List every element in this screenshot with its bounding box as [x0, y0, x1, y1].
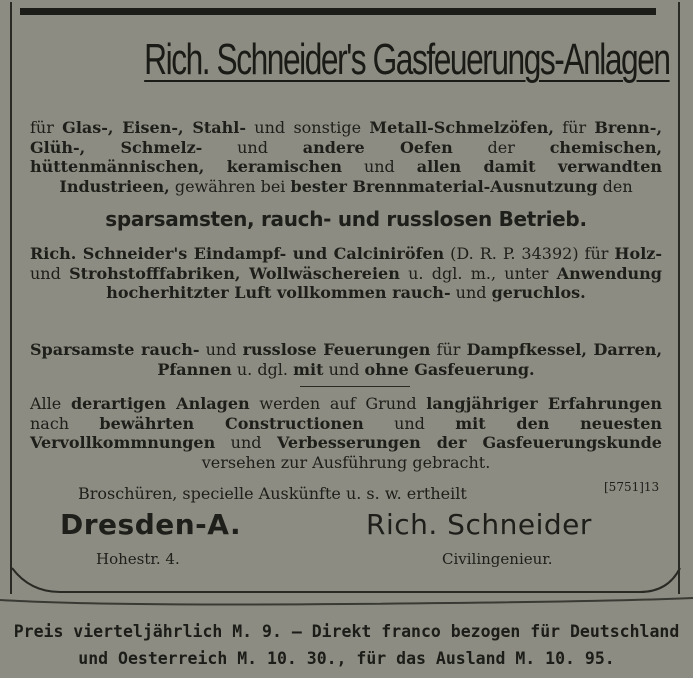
reference-number: [5751]13: [604, 480, 660, 494]
text-run: und: [450, 283, 492, 302]
text-run: und: [323, 359, 365, 379]
text-run: für: [430, 340, 467, 359]
text-run: werden auf Grund: [249, 394, 427, 413]
text-run: chemischen, hüttenmännischen, keramischen: [30, 137, 663, 176]
text-run: und: [30, 263, 70, 283]
text-run: bester Brennmaterial-Ausnutzung: [290, 176, 598, 196]
text-run: mit: [293, 359, 324, 379]
price-notice: [0, 618, 693, 672]
text-run: ohne Gasfeuerung.: [364, 359, 535, 379]
text-run: Sparsamste rauch-: [30, 340, 200, 359]
paragraph-calcinir: [30, 244, 662, 303]
company-name: Rich. Schneider: [366, 508, 592, 541]
text-run: u. dgl.: [231, 359, 294, 379]
text-run: langjähriger Erfahrungen: [426, 394, 663, 413]
paragraph-steam: [30, 340, 662, 379]
text-run: Alle: [30, 394, 71, 413]
text-run: Brenn-, Glüh-, Schmelz-: [30, 118, 663, 157]
text-run: andere Oefen: [302, 137, 453, 157]
city: Dresden-A.: [60, 508, 242, 541]
text-run: mit den neuesten Vervollkommnungen: [30, 413, 662, 452]
ad-title: Rich. Schneider's Gasfeuerungs-Anlagen: [144, 35, 670, 84]
text-run: Metall-Schmelzöfen,: [369, 118, 554, 137]
text-run: für: [553, 118, 595, 137]
text-run: und: [202, 137, 303, 157]
text-run: gewähren bei: [169, 176, 291, 196]
title-block: [42, 28, 670, 92]
text-run: nach: [30, 413, 100, 433]
street-address: Hohestr. 4.: [96, 550, 180, 568]
text-run: Glas-, Eisen-, Stahl-: [62, 118, 247, 137]
top-rule: [20, 8, 656, 15]
paragraph-construction: [30, 394, 662, 472]
text-run: Anwendung hocherhitzter Luft vollkommen rauch-: [106, 263, 662, 302]
text-run: und: [199, 340, 243, 359]
text-run: Dampfkessel, Darren, Pfannen: [157, 340, 663, 379]
text-run: bewährten Constructionen: [99, 413, 364, 433]
text-run: für: [30, 118, 63, 137]
text-run: (D. R. P. 34392) für: [444, 244, 615, 263]
text-run: und: [341, 157, 417, 176]
frame-bottom-curve: [0, 540, 693, 610]
text-run: Strohstofffabriken, Wollwäschereien: [69, 263, 400, 283]
text-run: und: [363, 413, 456, 433]
separator: [300, 386, 410, 387]
price-line-2: und Oesterreich M. 10. 30., für das Ausland M. 10. 95.: [78, 649, 615, 668]
price-line-1: Preis vierteljährlich M. 9. — Direkt franco bezogen für Deutschland: [13, 622, 680, 641]
text-run: der: [452, 137, 550, 157]
text-run: Rich. Schneider's Eindampf- und Calciniröfen: [30, 244, 445, 263]
text-run: derartigen Anlagen: [70, 394, 250, 413]
text-run: den: [597, 176, 633, 196]
paragraph-furnaces: [30, 118, 662, 196]
headline: sparsamsten, rauch- und russlosen Betrieb.: [105, 207, 587, 231]
text-run: russlose Feuerungen: [242, 340, 431, 359]
text-run: Holz-: [614, 244, 662, 263]
profession: Civilingenieur.: [442, 550, 553, 568]
text-run: geruchlos.: [491, 283, 586, 302]
text-run: u. dgl. m., unter: [399, 263, 557, 283]
brochure-line: Broschüren, specielle Auskünfte u. s. w. ertheilt: [78, 484, 467, 503]
text-run: und sonstige: [246, 118, 370, 137]
text-run: und: [215, 433, 277, 452]
text-run: Verbesserungen der Gasfeuerungskunde: [276, 433, 662, 452]
text-run: allen damit verwandten Industrieen,: [59, 157, 663, 196]
text-run: versehen zur Ausführung gebracht.: [201, 452, 491, 472]
